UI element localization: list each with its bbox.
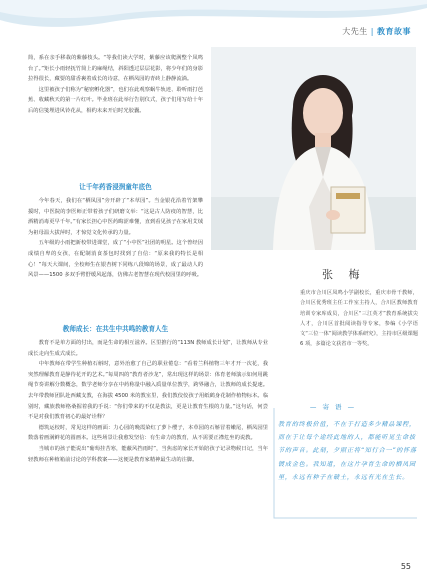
header-section: 教育故事 <box>377 27 411 36</box>
profile-block <box>300 266 418 350</box>
paragraph: 今年春天，我们在“栖凤园”旁开辟了“本草园”。当金银花沿着竹架攀援时，中医院的李医师正带着孩子们研磨文举：“这是古人防疫的智慧，比酒精消毒更早千年。”有家长担心中医药晦涩难懂，直到看见孩子在家用艾绒为祖母温大拔萍时，才惊觉文化传承的力量。 <box>28 198 203 236</box>
paragraph: 这里被孩子们称为“秘密孵化器”，也们在此观察蜗牛轨迹、聆听雨打芭蕉、收藏秋天的第一片红叶。毕业班在此举行告别仪式，孩子们用写给十年后的信笺埋进风铃花从，相约未来开启时光胶囊。 <box>28 86 203 114</box>
profile-name: 张 梅 <box>322 268 366 281</box>
paragraph: 教育不是单方面的付出，而是生命的相互滋养。区里推行的“113N 教师成长计划”，让教师从专业成长走向生成式成长。 <box>28 340 268 357</box>
quote-title: — 寄 语 — <box>309 403 357 411</box>
column-top <box>28 53 203 117</box>
portrait-photo <box>211 47 416 250</box>
header-separator: | <box>370 27 374 36</box>
paragraph: 简，系在亲手移栽的紫藤枝头。“等我们读大学时，紫藤应该爬满整个凤鸣台了。”矩长小雨轻抚竹简上的麻绳结，斜阳透过层层花影，将少年们的身影拉得很长，藏要的甜香裹着成长的诗意，在栖凤园的青砖上静静流淌。 <box>28 55 203 83</box>
column-middle <box>28 196 203 281</box>
header-author: 大先生 <box>342 27 368 36</box>
paragraph: 中年教师在带学生种植石斛时，意外治愈了自己的职业倦怠：“看着兰科植物三年才开一次花，我突然理解教育是静待花开的艺术。”每周四的“教育者沙龙”，常出现这样的场景：体育老师演示如何用跳绳节奏讲解分数概念，数学老师分享在中药称量中融入质量单位教学，跨界融合，让教师的成长提速。去年带教师团队赴西藏支教，在海拔 4500 米的教室里，我们教佼佼孩子用纸鹤身花制作植物标本。临别时，藏族教师格桑握着我的手说：“你们带来的不仅是教法，更是让教育生根的力量。”这句话，何尝不是对我们教育初心的最好诠释？ <box>28 361 268 421</box>
profile-bio: 重庆市合川区凤鸣小学副校长，重庆市骨干教师，合川区优秀班主任工作室主持人，合川区教师教育培训专家库成员，合川区“三江英才”教育系统拔尖人才，合川区首批阅读指导专家，参编《小学语文“三位一体”阅读教学体系研究》，主持市区级课题 6 项，多篇论文获省市一等奖。 <box>300 290 418 348</box>
page-header <box>342 26 411 37</box>
quote-text: 教育的终极价值，不在于打造多少精品课程，而在于让每个途经此地的人，都能听见生命拔节的声音。此刻，夕照正将“知行合一”的怀落镀成金色。我知道，在这片孕育生命的栖凤园里，永远有种子在破土，永远有光在生长。 <box>278 421 417 481</box>
section-title: 让千年药香浸润童年底色 <box>79 183 152 191</box>
paragraph: 当城市的孩子能说出“葡萄挂苦寒，能蔽风挡雨时”，当焦虑的家长开始陪孩子记录物候日记，当年轻教师在种植箱前讨论的学科教案——这便是教育家精神最生动的注脚。 <box>28 445 268 463</box>
page-number: 55 <box>400 562 411 571</box>
column-bottom <box>28 338 268 465</box>
paragraph: 五年级的小雨把新校带进课堂，成了“小中医”社团的明星。这个曾经因成绩自卑的女孩，在配制消食茶包时找到了自信：“原来我的特长是相心！”每天大课间，全校师生在银杏树下同练八段锦的场景，成了最动人的风景——1500 多双手臂舒缓风起落，仿佛古老智慧在现代校园里的呼吸。 <box>28 240 203 279</box>
paragraph: 德筑运校时，常见这样的画面：力心园的晚霞染红了萝卜缨子，本草园的石斛冒着嫩尾，栖凤园里数落着画满鲜花的圆画本。这些场景让我愈发坚信：有生命力的教育，从不需要正襟危坐的说教。 <box>28 424 268 442</box>
section-title: 教师成长：在共生中共鸣的教育人生 <box>62 325 169 333</box>
